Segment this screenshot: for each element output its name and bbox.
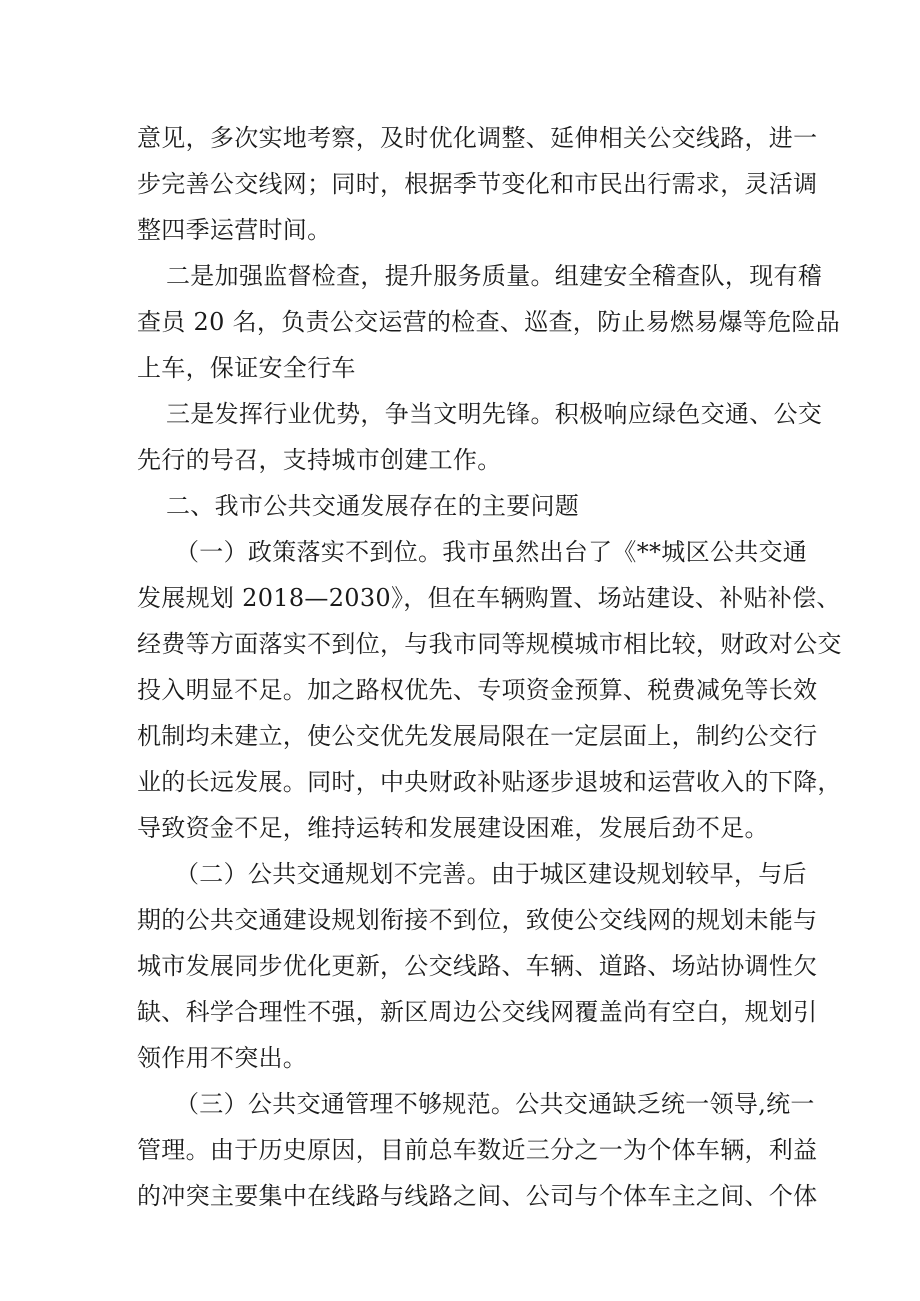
paragraph-line: 三是发挥行业优势，争当文明先锋。积极响应绿色交通、公交 bbox=[166, 400, 823, 428]
paragraph-line: 二是加强监督检查，提升服务质量。组建安全稽查队，现有稽 bbox=[166, 262, 823, 290]
section-heading: 二、我市公共交通发展存在的主要问题 bbox=[166, 492, 580, 520]
paragraph-line: 的冲突主要集中在线路与线路之间、公司与个体车主之间、个体 bbox=[137, 1182, 818, 1210]
paragraph-line: 意见，多次实地考察，及时优化调整、延伸相关公交线路，进一 bbox=[137, 124, 818, 152]
paragraph-line: 发展规划 2018—2030》，但在车辆购置、场站建设、补贴补偿、 bbox=[137, 584, 841, 612]
paragraph-line: 查员 20 名，负责公交运营的检查、巡查，防止易燃易爆等危险品 bbox=[137, 308, 841, 336]
paragraph-line: 业的长远发展。同时，中央财政补贴逐步退坡和运营收入的下降， bbox=[137, 768, 842, 796]
paragraph-line: 上车，保证安全行车 bbox=[137, 354, 356, 382]
paragraph-line: （三）公共交通管理不够规范。公共交通缺乏统一领导,统一 bbox=[175, 1090, 815, 1118]
paragraph-line: 期的公共交通建设规划衔接不到位，致使公交线网的规划未能与 bbox=[137, 906, 818, 934]
paragraph-line: （二）公共交通规划不完善。由于城区建设规划较早，与后 bbox=[175, 860, 807, 888]
paragraph-line: （一）政策落实不到位。我市虽然出台了《**城区公共交通 bbox=[175, 538, 808, 566]
paragraph-line: 步完善公交线网；同时，根据季节变化和市民出行需求，灵活调 bbox=[137, 170, 818, 198]
paragraph-line: 经费等方面落实不到位，与我市同等规模城市相比较，财政对公交 bbox=[137, 630, 842, 658]
paragraph-line: 先行的号召，支持城市创建工作。 bbox=[137, 446, 502, 474]
paragraph-line: 城市发展同步优化更新，公交线路、车辆、道路、场站协调性欠 bbox=[137, 952, 818, 980]
paragraph-line: 缺、科学合理性不强，新区周边公交线网覆盖尚有空白，规划引 bbox=[137, 998, 818, 1026]
paragraph-line: 机制均未建立，使公交优先发展局限在一定层面上，制约公交行 bbox=[137, 722, 818, 750]
paragraph-line: 领作用不突出。 bbox=[137, 1044, 308, 1072]
paragraph-line: 管理。由于历史原因，目前总车数近三分之一为个体车辆，利益 bbox=[137, 1136, 818, 1164]
paragraph-line: 整四季运营时间。 bbox=[137, 216, 332, 244]
paragraph-line: 投入明显不足。加之路权优先、专项资金预算、税费减免等长效 bbox=[137, 676, 818, 704]
paragraph-line: 导致资金不足，维持运转和发展建设困难，发展后劲不足。 bbox=[137, 814, 769, 842]
